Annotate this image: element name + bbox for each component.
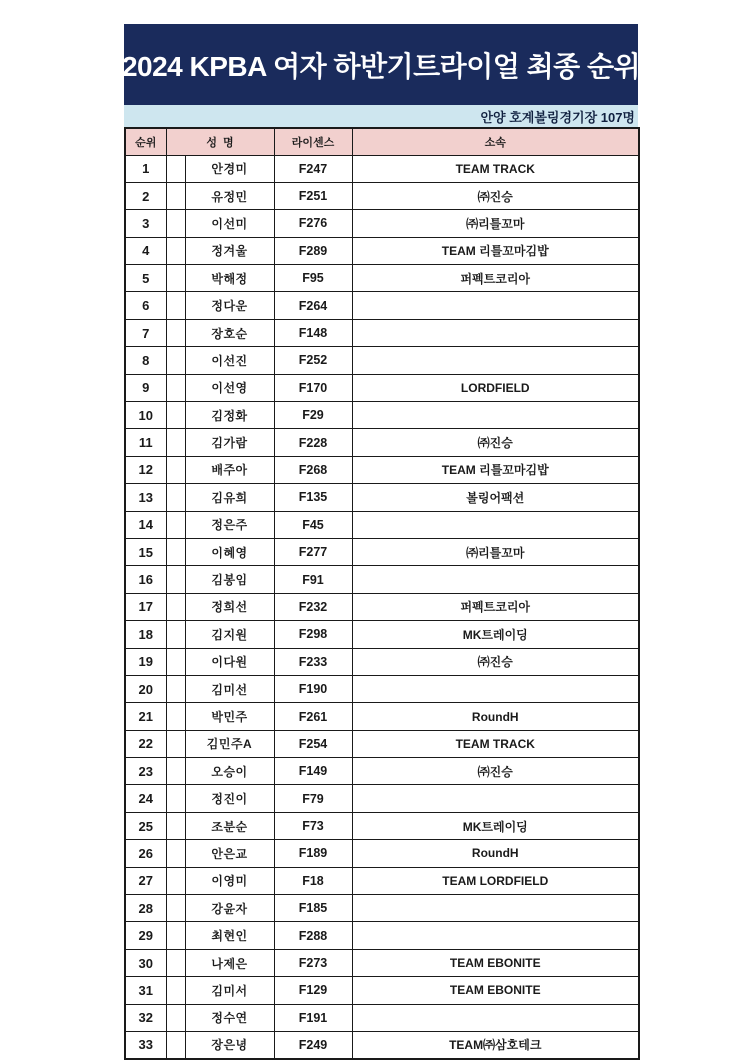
affiliation-cell: TEAM LORDFIELD <box>352 867 639 894</box>
spacer-cell <box>166 538 185 565</box>
license-cell: F148 <box>274 319 352 346</box>
table-row <box>125 292 639 319</box>
table-header-row <box>125 128 639 155</box>
spacer-cell <box>166 210 185 237</box>
rank-cell: 5 <box>125 265 166 292</box>
rank-cell: 12 <box>125 456 166 483</box>
license-cell: F129 <box>274 977 352 1004</box>
spacer-cell <box>166 511 185 538</box>
license-cell: F191 <box>274 1004 352 1031</box>
spacer-cell <box>166 182 185 209</box>
spacer-cell <box>166 566 185 593</box>
spacer-cell <box>166 703 185 730</box>
name-cell: 오승이 <box>185 758 274 785</box>
name-cell: 정은주 <box>185 511 274 538</box>
spacer-cell <box>166 484 185 511</box>
spacer-cell <box>166 265 185 292</box>
license-cell: F232 <box>274 593 352 620</box>
license-cell: F228 <box>274 429 352 456</box>
name-cell: 김미선 <box>185 675 274 702</box>
affiliation-cell <box>352 785 639 812</box>
license-cell: F73 <box>274 812 352 839</box>
spacer-cell <box>166 593 185 620</box>
license-cell: F135 <box>274 484 352 511</box>
license-cell: F273 <box>274 949 352 976</box>
spacer-cell <box>166 621 185 648</box>
spacer-cell <box>166 237 185 264</box>
table-row <box>125 867 639 894</box>
affiliation-cell: ㈜리틀꼬마 <box>352 210 639 237</box>
rank-cell: 9 <box>125 374 166 401</box>
spacer-cell <box>166 429 185 456</box>
table-row <box>125 155 639 182</box>
rank-cell: 3 <box>125 210 166 237</box>
name-cell: 정희선 <box>185 593 274 620</box>
affiliation-cell: 퍼펙트코리아 <box>352 593 639 620</box>
license-cell: F91 <box>274 566 352 593</box>
license-cell: F264 <box>274 292 352 319</box>
name-cell: 정다운 <box>185 292 274 319</box>
license-cell: F189 <box>274 840 352 867</box>
name-cell: 이다원 <box>185 648 274 675</box>
name-cell: 김정화 <box>185 402 274 429</box>
spacer-cell <box>166 949 185 976</box>
name-cell: 정진이 <box>185 785 274 812</box>
affiliation-cell <box>352 402 639 429</box>
spacer-cell <box>166 648 185 675</box>
affiliation-cell <box>352 292 639 319</box>
name-cell: 이선미 <box>185 210 274 237</box>
name-cell: 나제은 <box>185 949 274 976</box>
spacer-cell <box>166 895 185 922</box>
license-cell: F29 <box>274 402 352 429</box>
spacer-cell <box>166 785 185 812</box>
license-cell: F276 <box>274 210 352 237</box>
table-row <box>125 922 639 949</box>
spacer-cell <box>166 922 185 949</box>
rank-cell: 30 <box>125 949 166 976</box>
affiliation-cell: TEAM TRACK <box>352 730 639 757</box>
name-cell: 이선진 <box>185 347 274 374</box>
name-cell: 김유희 <box>185 484 274 511</box>
table-row <box>125 456 639 483</box>
rank-cell: 17 <box>125 593 166 620</box>
rank-cell: 33 <box>125 1032 166 1059</box>
license-cell: F289 <box>274 237 352 264</box>
rank-cell: 16 <box>125 566 166 593</box>
name-cell: 안경미 <box>185 155 274 182</box>
name-cell: 김가람 <box>185 429 274 456</box>
license-cell: F298 <box>274 621 352 648</box>
spacer-cell <box>166 319 185 346</box>
name-cell: 정수연 <box>185 1004 274 1031</box>
table-row <box>125 977 639 1004</box>
license-cell: F185 <box>274 895 352 922</box>
affiliation-cell: RoundH <box>352 703 639 730</box>
name-cell: 유정민 <box>185 182 274 209</box>
affiliation-cell: TEAM EBONITE <box>352 977 639 1004</box>
table-row <box>125 675 639 702</box>
spacer-cell <box>166 977 185 1004</box>
table-row <box>125 182 639 209</box>
table-row <box>125 703 639 730</box>
table-row <box>125 319 639 346</box>
affiliation-cell: ㈜진승 <box>352 429 639 456</box>
table-row <box>125 484 639 511</box>
spacer-cell <box>166 675 185 702</box>
rank-cell: 25 <box>125 812 166 839</box>
name-cell: 이선영 <box>185 374 274 401</box>
rank-cell: 1 <box>125 155 166 182</box>
name-cell: 정겨울 <box>185 237 274 264</box>
spacer-cell <box>166 347 185 374</box>
rank-cell: 4 <box>125 237 166 264</box>
affiliation-cell: ㈜진승 <box>352 648 639 675</box>
license-cell: F233 <box>274 648 352 675</box>
name-cell: 박민주 <box>185 703 274 730</box>
name-cell: 박해정 <box>185 265 274 292</box>
affiliation-cell: RoundH <box>352 840 639 867</box>
rank-cell: 10 <box>125 402 166 429</box>
rank-cell: 27 <box>125 867 166 894</box>
header-license: 라이센스 <box>274 128 352 155</box>
affiliation-cell: MK트레이딩 <box>352 621 639 648</box>
table-row <box>125 374 639 401</box>
table-row <box>125 1004 639 1031</box>
affiliation-cell: TEAM㈜삼호테크 <box>352 1032 639 1059</box>
spacer-cell <box>166 840 185 867</box>
page-title: 2024 KPBA 여자 하반기트라이얼 최종 순위 <box>121 50 641 82</box>
rank-cell: 6 <box>125 292 166 319</box>
name-cell: 강윤자 <box>185 895 274 922</box>
license-cell: F95 <box>274 265 352 292</box>
rank-cell: 32 <box>125 1004 166 1031</box>
license-cell: F277 <box>274 538 352 565</box>
affiliation-cell <box>352 347 639 374</box>
license-cell: F251 <box>274 182 352 209</box>
rank-cell: 23 <box>125 758 166 785</box>
table-row <box>125 648 639 675</box>
name-cell: 김봉임 <box>185 566 274 593</box>
license-cell: F170 <box>274 374 352 401</box>
rank-cell: 24 <box>125 785 166 812</box>
name-cell: 김미서 <box>185 977 274 1004</box>
ranking-table-body <box>125 155 639 1059</box>
affiliation-cell <box>352 675 639 702</box>
name-cell: 장호순 <box>185 319 274 346</box>
table-row <box>125 1032 639 1059</box>
affiliation-cell: 볼링어팩션 <box>352 484 639 511</box>
affiliation-cell: TEAM TRACK <box>352 155 639 182</box>
spacer-cell <box>166 867 185 894</box>
rank-cell: 31 <box>125 977 166 1004</box>
table-row <box>125 758 639 785</box>
spacer-cell <box>166 402 185 429</box>
table-row <box>125 538 639 565</box>
rank-cell: 21 <box>125 703 166 730</box>
rank-cell: 20 <box>125 675 166 702</box>
name-cell: 배주아 <box>185 456 274 483</box>
rank-cell: 11 <box>125 429 166 456</box>
header-affiliation: 소속 <box>352 128 639 155</box>
name-cell: 조분순 <box>185 812 274 839</box>
license-cell: F254 <box>274 730 352 757</box>
affiliation-cell <box>352 566 639 593</box>
rank-cell: 26 <box>125 840 166 867</box>
rank-cell: 15 <box>125 538 166 565</box>
affiliation-cell: TEAM EBONITE <box>352 949 639 976</box>
name-cell: 안은교 <box>185 840 274 867</box>
ranking-table <box>124 127 640 1060</box>
rank-cell: 28 <box>125 895 166 922</box>
table-row <box>125 840 639 867</box>
license-cell: F252 <box>274 347 352 374</box>
license-cell: F79 <box>274 785 352 812</box>
license-cell: F190 <box>274 675 352 702</box>
rank-cell: 22 <box>125 730 166 757</box>
table-row <box>125 812 639 839</box>
table-row <box>125 949 639 976</box>
spacer-cell <box>166 1004 185 1031</box>
spacer-cell <box>166 1032 185 1059</box>
rank-cell: 29 <box>125 922 166 949</box>
affiliation-cell: TEAM 리틀꼬마김밥 <box>352 237 639 264</box>
spacer-cell <box>166 758 185 785</box>
table-row <box>125 895 639 922</box>
rank-cell: 14 <box>125 511 166 538</box>
venue-band <box>124 105 638 127</box>
affiliation-cell: 퍼펙트코리아 <box>352 265 639 292</box>
table-row <box>125 566 639 593</box>
title-band <box>121 24 641 105</box>
license-cell: F247 <box>274 155 352 182</box>
license-cell: F149 <box>274 758 352 785</box>
table-row <box>125 429 639 456</box>
affiliation-cell: MK트레이딩 <box>352 812 639 839</box>
header-rank: 순위 <box>125 128 166 155</box>
license-cell: F45 <box>274 511 352 538</box>
affiliation-cell: LORDFIELD <box>352 374 639 401</box>
rank-cell: 2 <box>125 182 166 209</box>
affiliation-cell <box>352 1004 639 1031</box>
affiliation-cell: ㈜진승 <box>352 182 639 209</box>
ranking-sheet <box>121 24 641 1060</box>
affiliation-cell: ㈜리틀꼬마 <box>352 538 639 565</box>
affiliation-cell: ㈜진승 <box>352 758 639 785</box>
spacer-cell <box>166 456 185 483</box>
table-row <box>125 210 639 237</box>
affiliation-cell <box>352 895 639 922</box>
spacer-cell <box>166 730 185 757</box>
affiliation-cell <box>352 511 639 538</box>
table-row <box>125 785 639 812</box>
table-row <box>125 237 639 264</box>
name-cell: 이혜영 <box>185 538 274 565</box>
table-row <box>125 593 639 620</box>
name-cell: 장은녕 <box>185 1032 274 1059</box>
table-row <box>125 402 639 429</box>
name-cell: 최현인 <box>185 922 274 949</box>
rank-cell: 19 <box>125 648 166 675</box>
spacer-cell <box>166 292 185 319</box>
name-cell: 김지원 <box>185 621 274 648</box>
spacer-cell <box>166 155 185 182</box>
spacer-cell <box>166 374 185 401</box>
rank-cell: 18 <box>125 621 166 648</box>
name-cell: 김민주A <box>185 730 274 757</box>
license-cell: F288 <box>274 922 352 949</box>
license-cell: F249 <box>274 1032 352 1059</box>
license-cell: F261 <box>274 703 352 730</box>
name-cell: 이영미 <box>185 867 274 894</box>
venue-note: 안양 호계볼링경기장 107명 <box>480 109 635 125</box>
rank-cell: 8 <box>125 347 166 374</box>
license-cell: F268 <box>274 456 352 483</box>
affiliation-cell: TEAM 리틀꼬마김밥 <box>352 456 639 483</box>
affiliation-cell <box>352 319 639 346</box>
rank-cell: 13 <box>125 484 166 511</box>
header-name: 성 명 <box>166 128 274 155</box>
rank-cell: 7 <box>125 319 166 346</box>
table-row <box>125 621 639 648</box>
table-row <box>125 511 639 538</box>
table-row <box>125 265 639 292</box>
affiliation-cell <box>352 922 639 949</box>
table-row <box>125 730 639 757</box>
spacer-cell <box>166 812 185 839</box>
license-cell: F18 <box>274 867 352 894</box>
table-row <box>125 347 639 374</box>
